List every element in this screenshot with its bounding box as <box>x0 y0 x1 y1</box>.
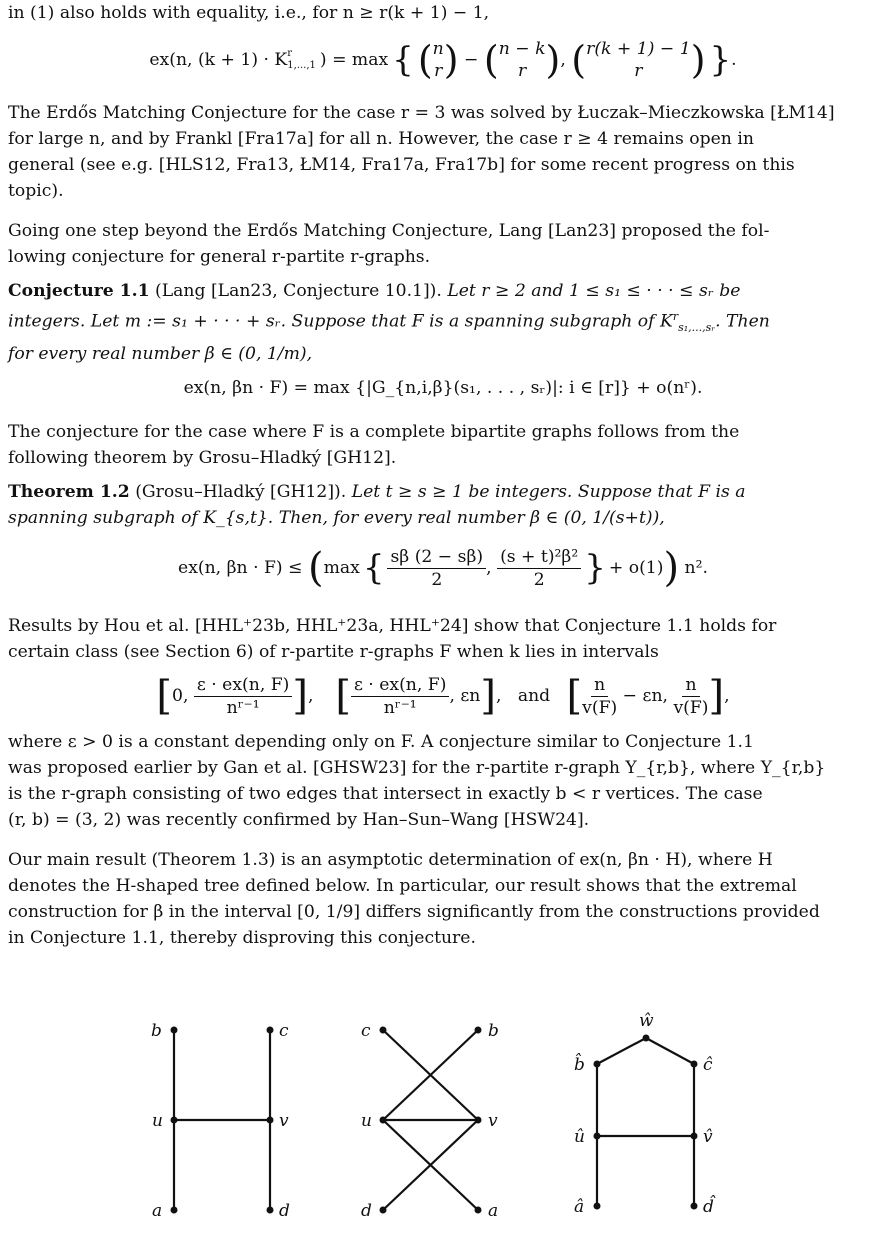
text-line: Our main result (Theorem 1.3) is an asymptotic determination of ex(n, βn · H), where H <box>8 850 773 871</box>
text-line <box>8 304 878 341</box>
paragraph-hou <box>8 613 878 727</box>
vertex-label-d: d <box>361 1201 372 1221</box>
equation-ex-matching: ex(n, (k + 1) · K r 1,...,1 ) = max { ( n r ) − ( n − k r ) , ( r(k + 1) − 1 r ) } . <box>149 38 737 82</box>
graph-hat-vertices <box>594 1035 698 1210</box>
text-line <box>8 479 878 505</box>
vertex-label-u: u <box>152 1111 163 1131</box>
conjecture-text: Let r ≥ 2 and 1 ≤ s₁ ≤ · · · ≤ sᵣ be <box>447 281 741 301</box>
int3-numerator2: n <box>682 674 699 697</box>
text-line: for large n, and by Frankl [Fra17a] for all n. However, the case r ≥ 4 remains open in <box>8 129 754 149</box>
vertex-label-u: u <box>361 1111 372 1131</box>
vertex-label-v: v <box>279 1111 289 1131</box>
int1-denominator: nʳ⁻¹ <box>226 697 260 718</box>
int2-numerator: ε · ex(n, F) <box>351 674 450 697</box>
binom2-top: n − k <box>498 39 546 59</box>
binom1-top: n <box>432 39 444 59</box>
text-line: where ε > 0 is a constant depending only on F. A conjecture similar to Conjecture 1.1 <box>8 732 754 753</box>
text-line: is the r-graph consisting of two edges that intersect in exactly b < r vertices. The case <box>8 784 763 805</box>
eq1-sub: 1,...,1 <box>287 60 316 71</box>
frac2-denominator: 2 <box>533 569 545 590</box>
text-line: The Erdős Matching Conjecture for the case r = 3 was solved by Łuczak–Mieczkowska [ŁM14] <box>8 103 835 123</box>
vertex-label-b: b <box>488 1021 499 1041</box>
graph-figure <box>0 1008 886 1252</box>
vertex-label-a: a <box>152 1201 163 1221</box>
graph-hat <box>597 1038 694 1206</box>
thm-eq-tail: + o(1) <box>608 558 664 579</box>
int3-denominator: v(F) <box>582 697 618 718</box>
vertex-label-u-hat: û <box>574 1127 585 1147</box>
conjecture-sub: s₁,...,sᵣ <box>678 321 716 335</box>
vertex-label-c-hat: ĉ <box>703 1055 713 1075</box>
graph-crossing <box>383 1030 478 1210</box>
binom1-bottom: r <box>434 61 443 81</box>
conjecture-display-equation: ex(n, βn · F) = max {|G_{n,i,β}(s₁, . . . , sᵣ)|: i ∈ [r]} + o(nʳ). <box>183 378 703 399</box>
text-line: lowing conjecture for general r-partite r-graphs. <box>8 247 431 267</box>
frac2-numerator: (s + t)²β² <box>497 546 581 569</box>
text-line: (r, b) = (3, 2) was recently confirmed by Han–Sun–Wang [HSW24]. <box>8 810 590 831</box>
text-line: construction for β in the interval [0, 1/9] differs significantly from the constructions provided <box>8 902 820 923</box>
text-line: following theorem by Grosu–Hladký [GH12]. <box>8 448 397 469</box>
paragraph-main-result <box>8 847 878 951</box>
theorem-heading: Theorem 1.2 <box>8 482 130 503</box>
theorem-display-equation: ex(n, βn · F) ≤ ( max { $\frac{s\beta (2 - s\beta)}{2}$ , $\frac{\text{(s + t)²β²}}{2}$ } + o(1) ) n². <box>178 545 708 592</box>
graph-h-tree <box>174 1030 270 1210</box>
paper-page <box>8 0 878 951</box>
vertex-label-b: b <box>151 1021 162 1041</box>
int2-right: εn <box>460 686 481 707</box>
int3-denominator2: v(F) <box>673 697 709 718</box>
thm-eq-end: n². <box>684 558 708 579</box>
vertex-label-d: d <box>279 1201 290 1221</box>
vertex-label-c: c <box>279 1021 289 1041</box>
text-line: The conjecture for the case where F is a complete bipartite graphs follows from the <box>8 422 740 443</box>
text-line: general (see e.g. [HLS12, Fra13, ŁM14, Fra17a, Fra17b] for some recent progress on this <box>8 155 795 175</box>
paragraph-bipartite <box>8 419 878 471</box>
paragraph-gan <box>8 729 878 833</box>
binom2-bottom: r <box>518 61 527 81</box>
conjecture-heading: Conjecture 1.1 <box>8 281 150 301</box>
text-line: for every real number β ∈ (0, 1/m), <box>8 344 313 365</box>
eq1-lhs: ex(n, (k + 1) · K <box>149 50 288 70</box>
text-line: denotes the H-shaped tree defined below. In particular, our result shows that the extremal <box>8 876 797 897</box>
theorem-attribution: (Grosu–Hladký [GH12]). <box>135 482 347 503</box>
text-line: certain class (see Section 6) of r-partite r-graphs F when k lies in intervals <box>8 642 659 663</box>
vertex-label-a: a <box>488 1201 499 1221</box>
intervals-display: [ 0, $\frac{\varepsilon \cdot ex(n, F)}{\text{nʳ⁻¹}}$ ] , [ $\frac{\varepsilon \cdot ex(n, F)}{\text{nʳ⁻¹}}$ , εn ] , and [ $\frac{n}{v(F)}$ − εn, n v(F) ] , <box>156 673 730 720</box>
eq1-rhs: = max <box>332 50 389 70</box>
thm-eq-lhs: ex(n, βn · F) ≤ <box>178 558 303 579</box>
paragraph-erdos <box>8 100 878 204</box>
conjecture-attribution: (Lang [Lan23, Conjecture 10.1]). <box>155 281 442 301</box>
int2-denominator: nʳ⁻¹ <box>383 697 417 718</box>
conjecture-text: integers. Let m := s₁ + · · · + sᵣ. Suppose that F is a spanning subgraph of K <box>8 311 673 332</box>
vertex-label-a-hat: â <box>574 1197 585 1217</box>
text-line <box>8 278 878 304</box>
paragraph-lang <box>8 218 878 270</box>
int3-numerator: n <box>591 674 608 697</box>
vertex-label-c: c <box>361 1021 371 1041</box>
theorem-text: Let t ≥ s ≥ 1 be integers. Suppose that F is a <box>351 482 746 503</box>
text-line: in Conjecture 1.1, thereby disproving this conjecture. <box>8 928 476 949</box>
eq1-sup: r <box>287 48 293 59</box>
frac1-numerator: sβ (2 − sβ) <box>387 546 486 569</box>
text-line: Results by Hou et al. [HHL⁺23b, HHL⁺23a, HHL⁺24] show that Conjecture 1.1 holds for <box>8 616 777 637</box>
vertex-label-w-hat: ŵ <box>639 1011 654 1031</box>
vertex-label-v: v <box>488 1111 498 1131</box>
int3-middle: − εn, <box>622 686 668 707</box>
conjecture-block <box>8 278 878 401</box>
int1-left: 0, <box>172 686 189 707</box>
conjecture-text: . Then <box>715 311 770 332</box>
text-line: spanning subgraph of K_{s,t}. Then, for every real number β ∈ (0, 1/(s+t)), <box>8 508 665 529</box>
intro-line: in (1) also holds with equality, i.e., for n ≥ r(k + 1) − 1, <box>8 3 490 23</box>
conjecture-sup: r <box>672 310 679 323</box>
text-line: topic). <box>8 181 64 201</box>
vertex-label-b-hat: b̂ <box>574 1055 585 1075</box>
binom3-bottom: r <box>634 61 643 81</box>
frac1-denominator: 2 <box>431 569 443 590</box>
binom3-top: r(k + 1) − 1 <box>586 39 691 59</box>
text-line: was proposed earlier by Gan et al. [GHSW23] for the r-partite r-graph Y_{r,b}, where Y_{r,b} <box>8 758 826 779</box>
theorem-block <box>8 479 878 601</box>
vertex-label-d-hat: d̂ <box>703 1197 714 1217</box>
text-line: Going one step beyond the Erdős Matching Conjecture, Lang [Lan23] proposed the fol- <box>8 221 770 241</box>
intervals-and: and <box>517 686 551 707</box>
vertex-label-v-hat: v̂ <box>703 1127 713 1147</box>
int1-numerator: ε · ex(n, F) <box>194 674 293 697</box>
